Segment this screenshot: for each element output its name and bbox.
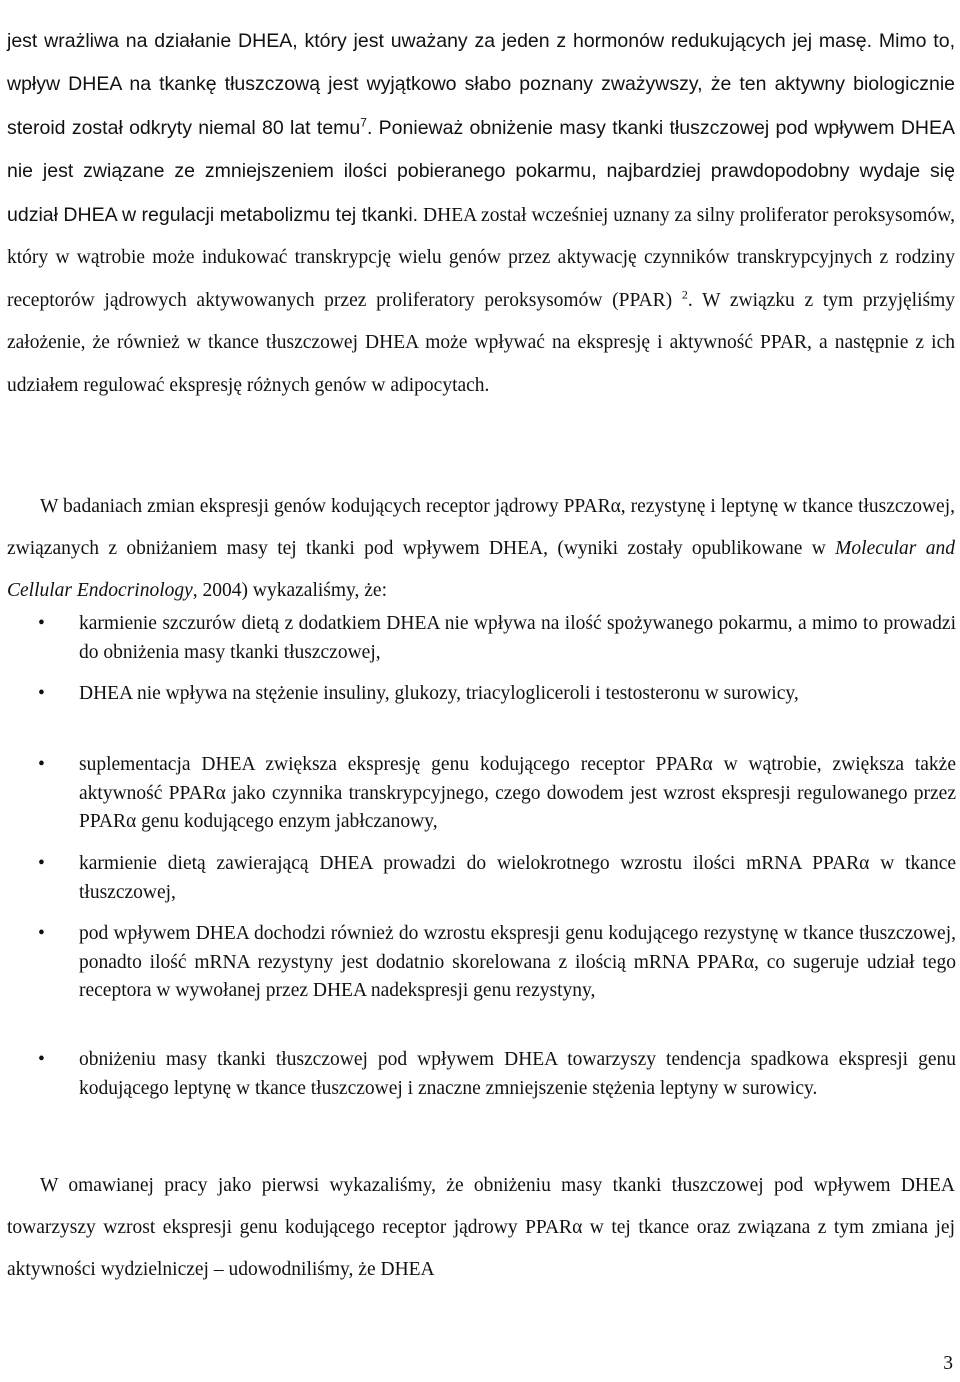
bullet-marker: • (38, 613, 45, 634)
bullet-marker: • (38, 683, 45, 704)
paragraph-sans-text-2: . Ponieważ obniżenie masy tkanki tłuszczowej pod wpływem DHEA nie jest związane ze zmniejszeniem ilości pobieranego pokarmu, najbardziej prawdopodobny wydaje się udział DHEA w regulacji metabolizmu tej tkanki. (7, 116, 956, 226)
list-item-text: suplementacja DHEA zwiększa ekspresję genu kodującego receptor PPARα w wątrobie, zwiększa także aktywność PPARα jako czynnika transkrypcyjnego, czego dowodem jest wzrost ekspresji regulowanego przez PPARα genu kodującego enzym jabłczanowy, (79, 754, 956, 832)
paragraph-sans-text: jest wrażliwa na działanie DHEA, który jest uważany za jeden z hormonów redukujących jej masę. Mimo to, wpływ DHEA na tkankę tłuszczową jest wyjątkowo słabo poznany zważywszy, że ten aktywny biologicznie steroid został odkryty niemal 80 lat temu (7, 29, 955, 139)
list-item-text: pod wpływem DHEA dochodzi również do wzrostu ekspresji genu kodującego rezystynę w tkance tłuszczowej, ponadto ilość mRNA rezystyny jest dodatnio skorelowana z ilością mRNA PPARα, co sugeruje udział tego receptora w wywołanej przez DHEA nadekspresji genu rezystyny, (79, 923, 956, 1001)
list-item-text: obniżeniu masy tkanki tłuszczowej pod wpływem DHEA towarzyszy tendencja spadkowa ekspresji genu kodującego leptynę w tkance tłuszczowej i znaczne zmniejszenie stężenia leptyny w surowicy. (79, 1049, 956, 1099)
paragraph-serif-text-2: . W związku z tym przyjęliśmy założenie, że również w tkance tłuszczowej DHEA może wpływać na ekspresję i aktywność PPAR, a następnie z ich udziałem regulować ekspresję różnych genów w adipocytach. (7, 289, 955, 396)
citation-ref: 2 (681, 287, 688, 301)
page-number: 3 (943, 1353, 953, 1374)
paragraph-text: W badaniach zmian ekspresji genów kodujących receptor jądrowy PPARα, rezystynę i leptynę w tkance tłuszczowej, związanych z obniżaniem masy tej tkanki pod wpływem DHEA, (wyniki zostały opublikowane w (7, 495, 955, 559)
bullet-marker: • (38, 754, 45, 775)
bullet-marker: • (38, 853, 45, 874)
list-item-text: karmienie dietą zawierającą DHEA prowadzi do wielokrotnego wzrostu ilości mRNA PPARα w tkance tłuszczowej, (79, 853, 956, 903)
bullet-marker: • (38, 923, 45, 944)
paragraph-study-summary (7, 486, 955, 613)
list-item-text: DHEA nie wpływa na stężenie insuliny, glukozy, triacylogliceroli i testosteronu w surowicy, (79, 683, 799, 704)
paragraph-conclusion: W omawianej pracy jako pierwsi wykazaliśmy, że obniżeniu masy tkanki tłuszczowej pod wpływem DHEA towarzyszy wzrost ekspresji genu kodującego receptor jądrowy PPARα w tej tkance oraz związana z tym zmiana jej aktywności wydzielniczej – udowodniliśmy, że DHEA (7, 1174, 955, 1281)
journal-title: Molecular and Cellular Endocrinology (7, 537, 955, 602)
list-item-text: karmienie szczurów dietą z dodatkiem DHEA nie wpływa na ilość spożywanego pokarmu, a mimo to prowadzi do obniżenia masy tkanki tłuszczowej, (79, 613, 956, 663)
citation-ref: 7 (360, 115, 367, 129)
paragraph-dhea-intro (7, 20, 955, 408)
bullet-marker: • (38, 1049, 45, 1070)
paragraph-serif-text: DHEA został wcześniej uznany za silny proliferator peroksysomów, który w wątrobie może indukować transkrypcję wielu genów przez aktywację czynników transkrypcyjnych z rodziny receptorów jądrowych aktywowanych przez proliferatory peroksysomów (PPAR) (7, 204, 955, 311)
paragraph-text-end: , 2004) wykazaliśmy, że: (192, 580, 388, 602)
